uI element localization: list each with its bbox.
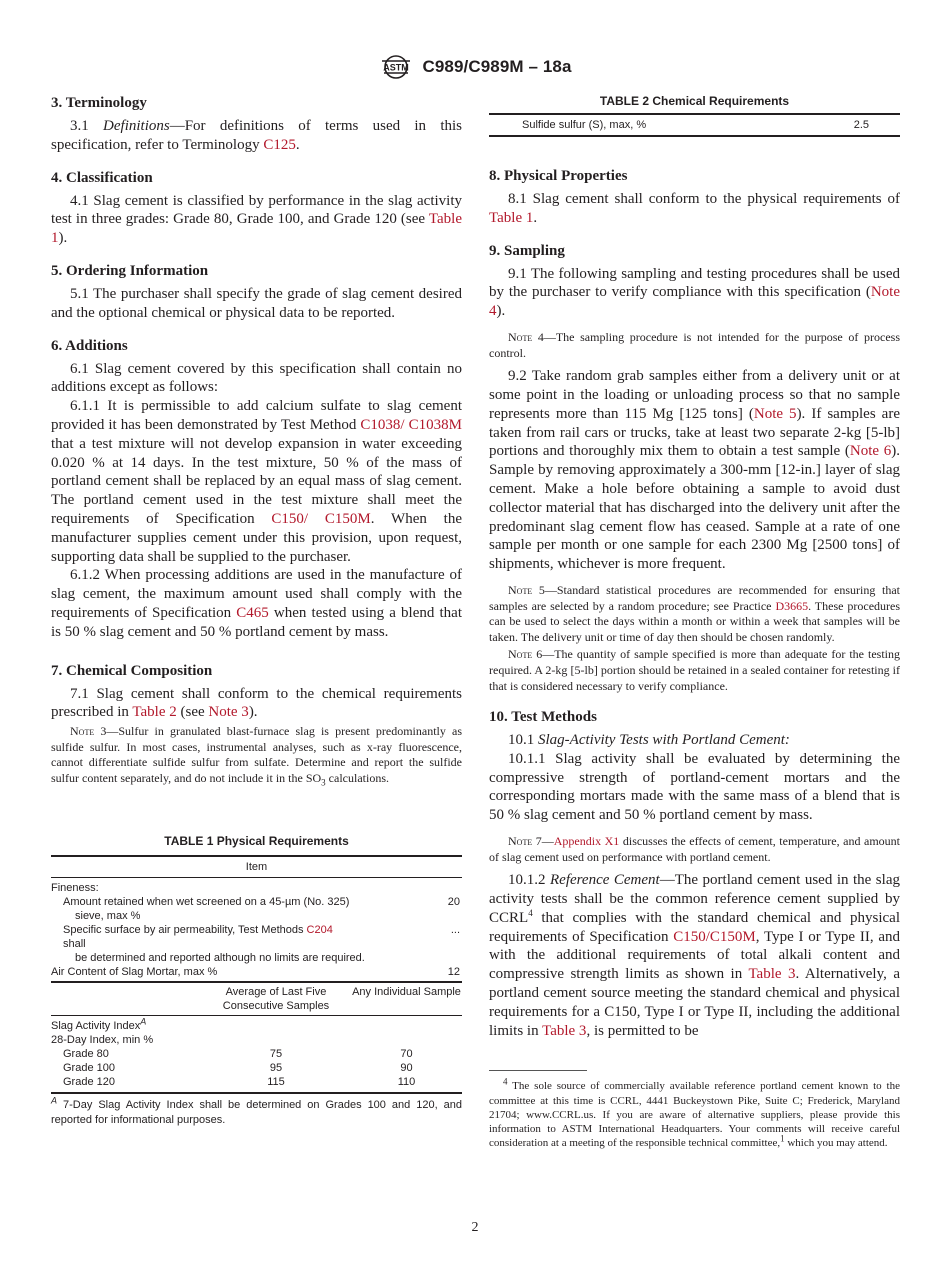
table-row: Grade 100 95 90 <box>63 1061 413 1074</box>
table-1-footnote: $^A$ 7-Day Slag Activity Index shall be determined on Grades 100 and 120, and reported for informational purposes. <box>51 1094 462 1126</box>
link-c204[interactable]: C204 <box>306 923 333 936</box>
col-header-average: Average of Last Five Consecutive Samples <box>201 982 351 1016</box>
section-7-heading: 7. Chemical Composition <box>51 662 213 679</box>
left-column <box>51 90 462 1128</box>
para-5-1: 5.1 The purchaser shall specify the grade of slag cement desired and the optional chemical or physical data to be reported. <box>51 285 462 321</box>
para-8-1: 8.1 Slag cement shall conform to the physical requirements of Table 1. <box>489 191 900 226</box>
table-2-title: TABLE 2 Chemical Requirements <box>599 94 790 108</box>
link-table-3[interactable]: Table 3 <box>748 966 796 983</box>
document-id: C989/C989M – 18a <box>422 57 572 76</box>
28-day-index-label: 28-Day Index, min % <box>51 1033 154 1046</box>
table-row: Grade 120 115 110 <box>51 1075 462 1093</box>
link-c125[interactable]: C125 <box>263 136 296 153</box>
astm-logo-icon <box>378 53 414 81</box>
table-row: Sulfide sulfur (S), max, % 2.5 <box>522 119 869 131</box>
note-3: Note 3—Sulfur in granulated blast-furnace slag is present predominantly as sulfide sulfur. In most cases, instrumental analyses, such as x-ray fluorescence, cannot differentiate sulfide sulfur from sulfate. Determine and report the sulfide sulfur content separately, and do not include it in the $SO_3$ calculations. <box>51 724 462 788</box>
table-1-item-header: Item <box>51 856 462 878</box>
footnote-4: $^4$ The sole source of commercially available reference portland cement known to the committee at this time is CCRL, 4441 Buckeystown Pike, Suite C; Frederick, Maryland 21704; www.CCRL.us. If you are aware of alternative suppliers, please provide this information to ASTM International Headquarters. Your comments will receive careful consideration at a meeting of the responsible technical committee,$^1$ which you may attend. <box>489 1076 900 1150</box>
para-10-1-1: 10.1.1 Slag activity shall be evaluated by determining the compressive strength of portland-cement mortars and the corresponding mortars made with the same mass of a blend that is 50 % slag cement and 50 % portland cement by mass. <box>489 750 900 824</box>
link-c465[interactable]: C465 <box>236 604 269 621</box>
table-1: Item Fineness: Amount retained when wet screened on a 45-µm (No. 325) 20 sieve, max % Specific surface by air permeability, Test Methods C204 shall ... be determined and reported although no limits are required. Air Content of Slag Mortar, max % 12 Average of Last Five Consecutive Samples Any Individual Sample Slag Activity Index$^A$ 28-Day Index, min % Grade 80 75 70 Grade 100 95 90 Grade 120 115 110 <box>51 855 462 1094</box>
note-4: Note 4—The sampling procedure is not intended for the purpose of process control. <box>489 329 900 360</box>
para-6-1-2: 6.1.2 When processing additions are used in the manufacture of slag cement, the maximum amount used shall comply with the requirements of Specification C465 when tested using a blend that is 50 % slag cement and 50 % portland cement by mass. <box>51 567 462 640</box>
para-6-1-1: 6.1.1 It is permissible to add calcium sulfate to slag cement provided it has been demonstrated by Test Method C1038/ C1038M that a test mixture will not develop expansion in water exceeding 0.020 % at 14 days. In the test mixture, 50 % of the mass of portland cement shall be replaced by an equal mass of slag cement. The portland cement used in the test mixture shall meet the requirements of Specification C150/ C150M. When the manufacturer supplies cement under this provision, upon request, supporting data shall be supplied to the purchaser. <box>51 398 463 565</box>
table-1-title: TABLE 1 Physical Requirements <box>164 833 349 848</box>
para-6-1: 6.1 Slag cement covered by this specification shall contain no additions except as follows: <box>51 360 462 396</box>
section-4-heading: 4. Classification <box>51 169 153 186</box>
link-table-2[interactable]: Table 2 <box>132 704 177 721</box>
section-6-heading: 6. Additions <box>51 337 128 354</box>
para-9-2: 9.2 Take random grab samples either from a delivery unit or at some point in the loading or unloading process so that no sample represents more than 115 Mg [125 tons] (Note 5). If samples are taken from rail cars or trucks, take at least two separate 2-kg [5-lb] portions and thoroughly mix them to obtain a test sample (Note 6). Sample by removing approximately a 300-mm [12-in.] layer of slag cement. Make a hole before obtaining a sample to avoid dust collector material that has discharged into the delivery unit after the predominant slag cement flow has ceased. Sample at a rate of one sample per month or one sample for each 2300 Mg [2500 tons] of shipments, whichever is more frequent. <box>489 368 900 573</box>
link-table-3[interactable]: Table 3 <box>542 1022 587 1039</box>
para-4-1: 4.1 Slag cement is classified by performance in the slag activity test in three grades: Grade 80, Grade 100, and Grade 120 (see Table 1). <box>51 192 462 247</box>
para-7-1: 7.1 Slag cement shall conform to the chemical requirements prescribed in Table 2 (see Note 3). <box>51 685 462 721</box>
link-note-5[interactable]: Note 5 <box>753 405 797 422</box>
slag-activity-index-label: Slag Activity Index$^A$ <box>51 1015 147 1032</box>
link-table-1[interactable]: Table 1 <box>51 211 462 247</box>
link-c1038[interactable]: C1038/ C1038M <box>360 416 462 433</box>
col-header-individual: Any Individual Sample <box>351 982 462 1016</box>
link-c150[interactable]: C150/ C150M <box>271 510 371 527</box>
link-note-4[interactable]: Note 4 <box>489 284 900 320</box>
table-2 <box>489 113 900 137</box>
link-d3665[interactable]: D3665 <box>775 598 809 613</box>
link-c150-c150m[interactable]: C150/C150M <box>673 928 756 945</box>
link-appendix-x1[interactable]: Appendix X1 <box>553 834 620 849</box>
note-5: Note 5—Standard statistical procedures are recommended for ensuring that samples are selected by a random procedure; see Practice D3665. These procedures can be used to select the days within a month or within a week that samples will be taken. The delivery unit or time of day then should be chosen randomly. <box>489 582 901 644</box>
link-note-3[interactable]: Note 3 <box>208 704 249 721</box>
table-row: Specific surface by air permeability, Test Methods C204 shall ... <box>63 923 460 950</box>
page-header <box>0 52 950 82</box>
section-9-heading: 9. Sampling <box>489 242 565 259</box>
section-3-heading: 3. Terminology <box>51 95 147 111</box>
section-10-heading: 10. Test Methods <box>489 709 597 726</box>
page-number: 2 <box>471 1220 479 1235</box>
table-row: Amount retained when wet screened on a 45-µm (No. 325) 20 <box>63 895 460 908</box>
para-9-1: 9.1 The following sampling and testing procedures shall be used by the purchaser to verify compliance with this specification (Note 4). <box>489 265 900 320</box>
fineness-label: Fineness: <box>51 881 99 894</box>
svg-text:ASTM: ASTM <box>383 62 410 73</box>
link-note-6[interactable]: Note 6 <box>849 443 892 460</box>
link-table-1[interactable]: Table 1 <box>489 209 534 226</box>
para-10-1-2: 10.1.2 Reference Cement—The portland cement used in the slag activity tests shall be the common reference cement supplied by CCRL$^4$ that complies with the standard chemical and physical requirements of Specification C150/C150M, Type I or Type II, and with the additional requirements of total alkali content and compressive strength limits as shown in Table 3. Alternatively, a portland cement source meeting the standard chemical and physical requirements for a C150, Type I or Type II, including the additional limits in Table 3, is permitted to be <box>489 872 900 1039</box>
note-7: Note 7—Appendix X1 discusses the effects of cement, temperature, and amount of slag cement used on performance with portland cement. <box>489 834 900 864</box>
section-5-heading: 5. Ordering Information <box>51 262 209 279</box>
table-row: Air Content of Slag Mortar, max % 12 <box>51 965 460 978</box>
note-6: Note 6—The quantity of sample specified is more than adequate for the testing required. A 2-kg [5-lb] portion should be retained in a sealed container for retesting if that is considered necessary to verify compliance. <box>489 647 900 693</box>
table-row: Grade 80 75 70 <box>63 1047 413 1060</box>
para-3-1: 3.1 Definitions—For definitions of terms used in this specification, refer to Terminology C125. <box>51 118 463 153</box>
para-10-1: 10.1 Slag-Activity Tests with Portland Cement: <box>508 732 790 749</box>
table-1-block <box>51 833 462 1128</box>
footnote-divider <box>489 1070 587 1071</box>
right-column <box>489 90 900 1150</box>
section-8-heading: 8. Physical Properties <box>489 168 628 184</box>
